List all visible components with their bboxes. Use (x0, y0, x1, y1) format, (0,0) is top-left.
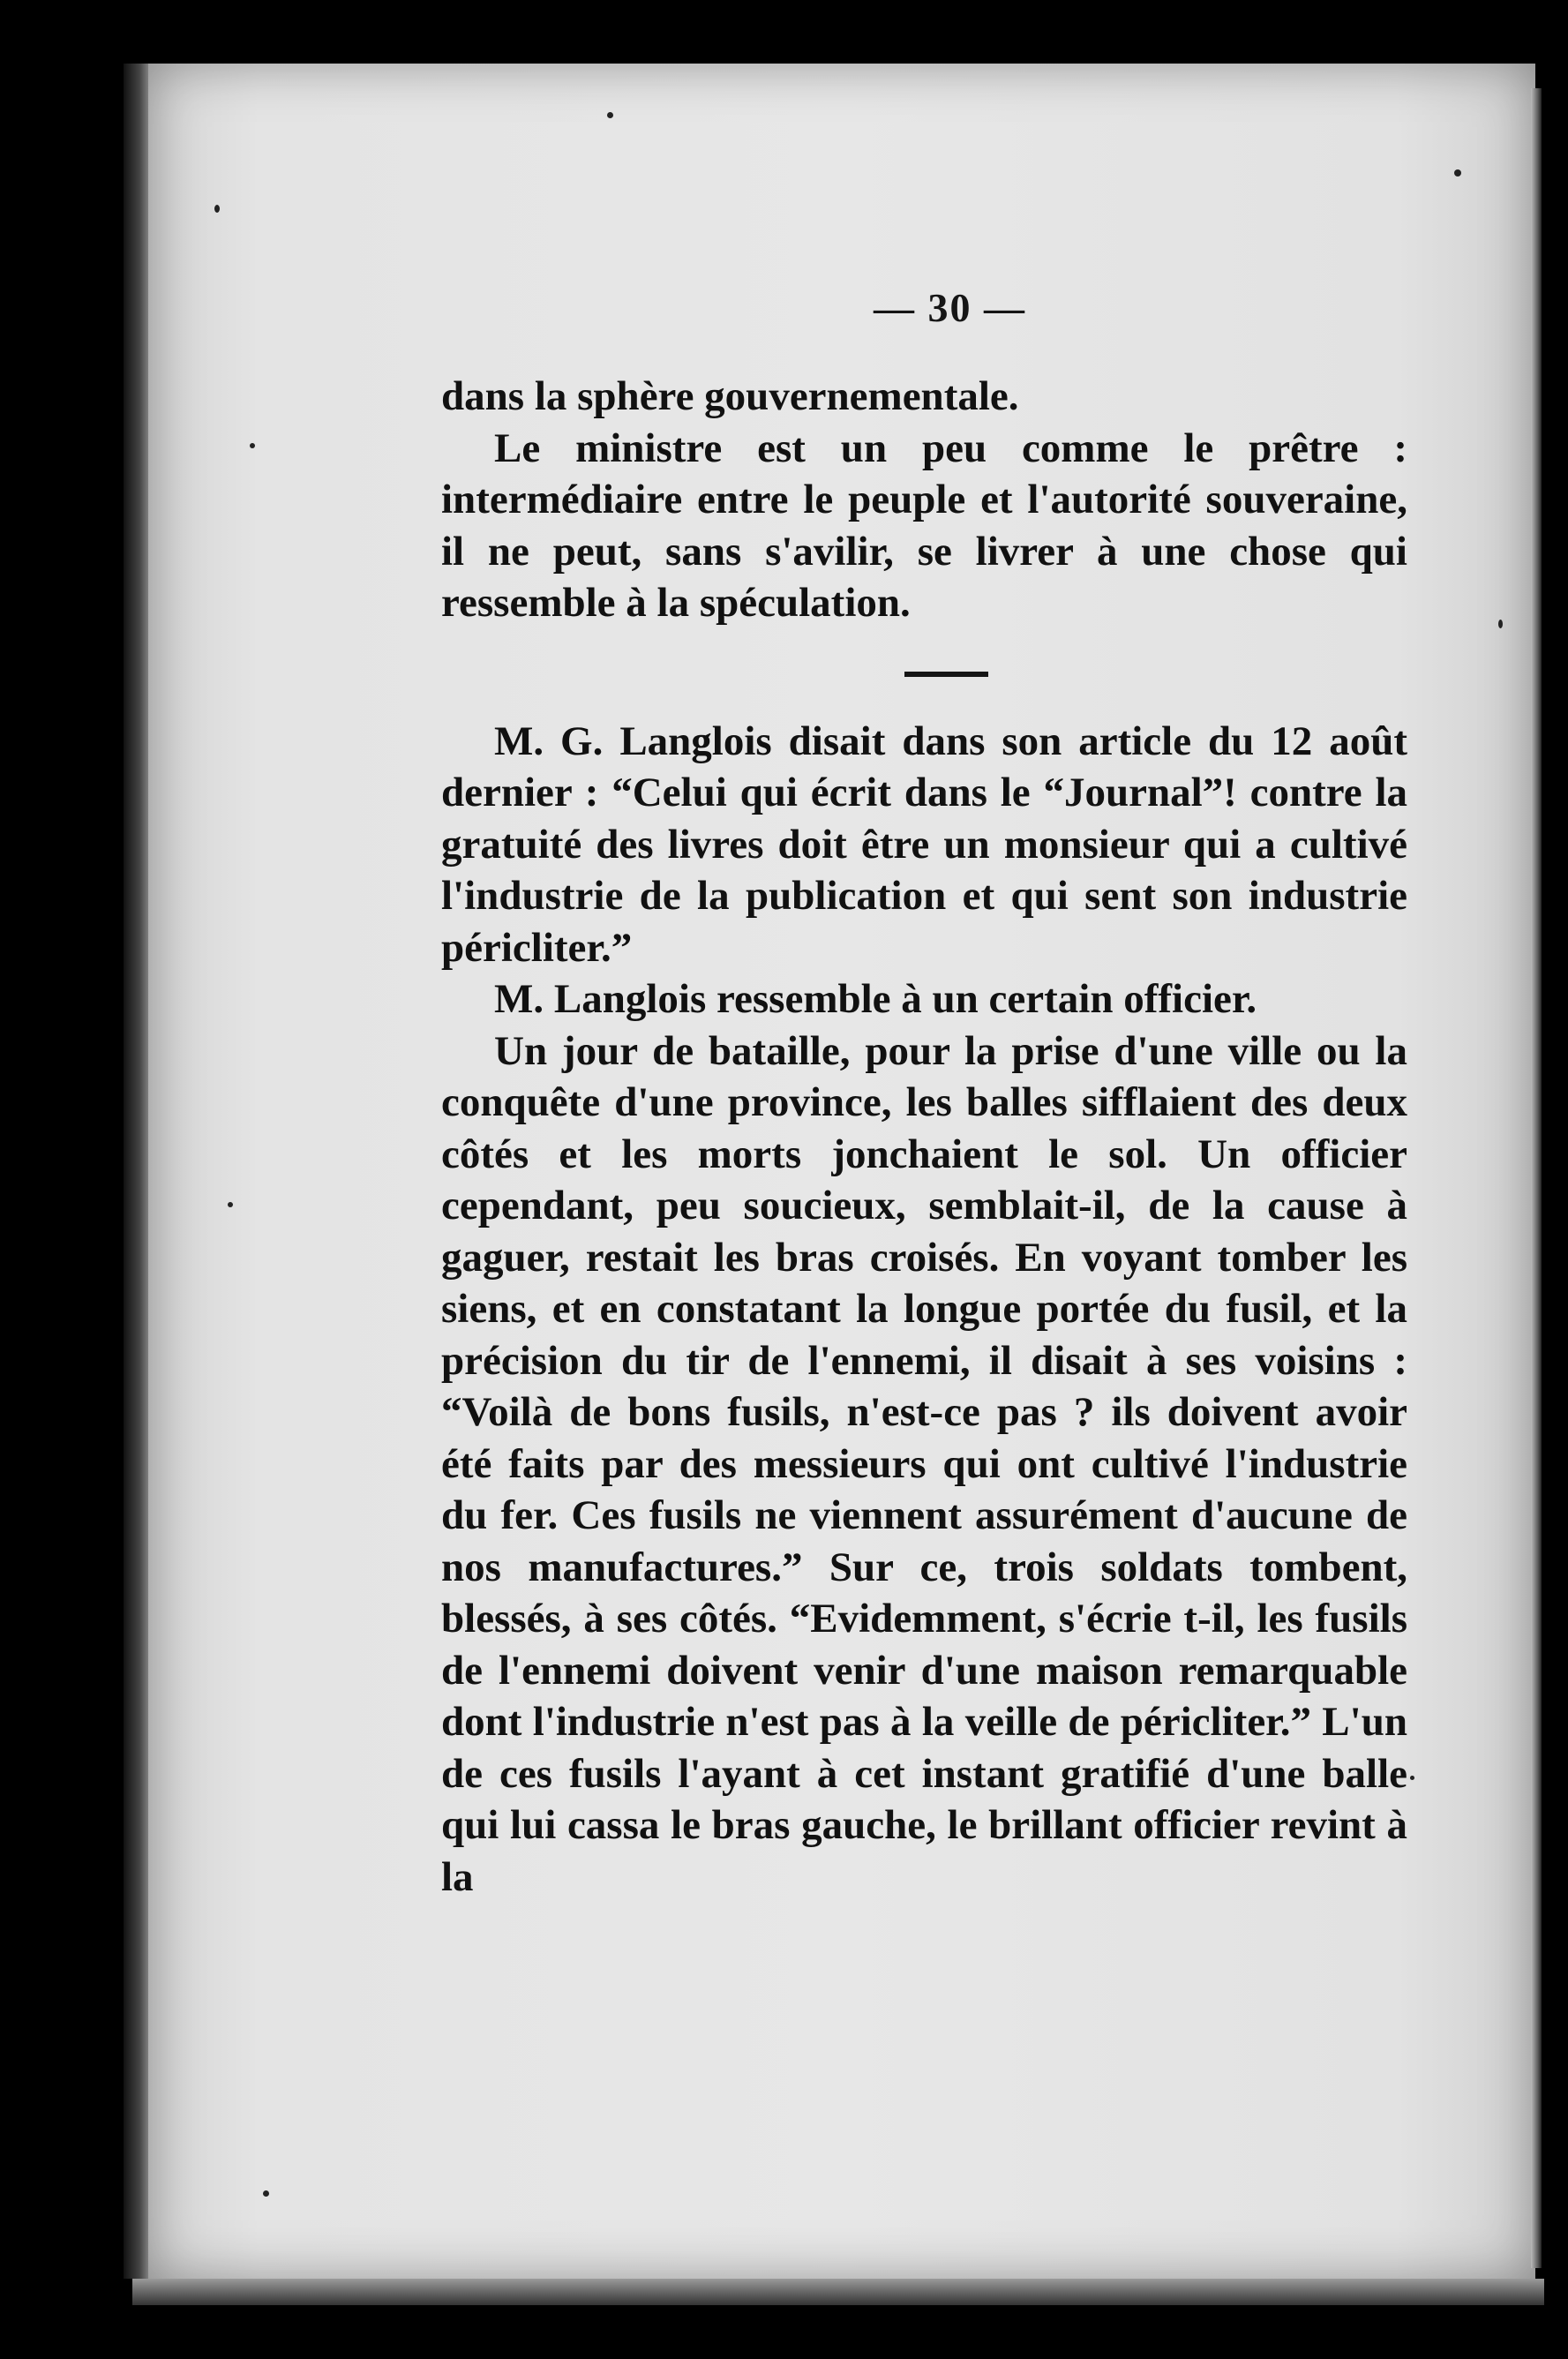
paragraph-minister: Le ministre est un peu comme le prêtre : intermédiaire entre le peuple et l'autorité souveraine, il ne peut, sans s'avilir, se livrer à une chose qui ressemble à la spéculation. (441, 424, 1407, 626)
page-number: — 30 — (874, 285, 1026, 330)
page-body-text (441, 371, 1407, 1903)
paragraph-continuation: dans la sphère gouvernementale. (441, 373, 1019, 419)
scan-speck (214, 205, 220, 213)
scan-speck (1454, 169, 1461, 177)
scan-bottom-edge (132, 2279, 1544, 2305)
scan-binding-edge (124, 64, 150, 2279)
paragraph-langlois-officer: M. Langlois ressemble à un certain officier. (494, 976, 1257, 1022)
scan-speck (1498, 620, 1503, 628)
scan-speck (1410, 1776, 1414, 1780)
paragraph-battle-anecdote: Un jour de bataille, pour la prise d'une ville ou la conquête d'une province, les balles sifflaient des deux côtés et les morts jonchaient le sol. Un officier cependant, peu soucieux, semblait-il, de la cause à gaguer, restait les bras croisés. En voyant tomber les siens, et en constatant la longue portée du fusil, et la précision du tir de l'ennemi, il disait à ses voisins : “Voilà de bons fusils, n'est-ce pas ? ils doivent avoir été faits par des messieurs qui ont cultivé l'industrie du fer. Ces fusils ne viennent assurément d'aucune de nos manufactures.” Sur ce, trois soldats tombent, blessés, à ses côtés. “Evidemment, s'écrie t-il, les fusils de l'ennemi doivent venir d'une maison remarquable dont l'industrie n'est pas à la veille de péricliter.” L'un de ces fusils l'ayant à cet instant gratifié d'une balle qui lui cassa le bras gauche, le brillant officier revint à la (441, 1027, 1407, 1900)
paragraph-langlois-quote: M. G. Langlois disait dans son article du 12 août dernier : “Celui qui écrit dans le “Journal”! contre la gratuité des livres doit être un monsieur qui a cultivé l'industrie de la publication et qui sent son industrie péricliter.” (441, 717, 1407, 971)
scan-speck (263, 2190, 269, 2197)
scan-speck (607, 112, 613, 118)
section-divider (904, 672, 988, 677)
scan-speck (250, 443, 255, 448)
scan-right-edge (1531, 88, 1542, 2268)
scan-speck (228, 1202, 233, 1207)
